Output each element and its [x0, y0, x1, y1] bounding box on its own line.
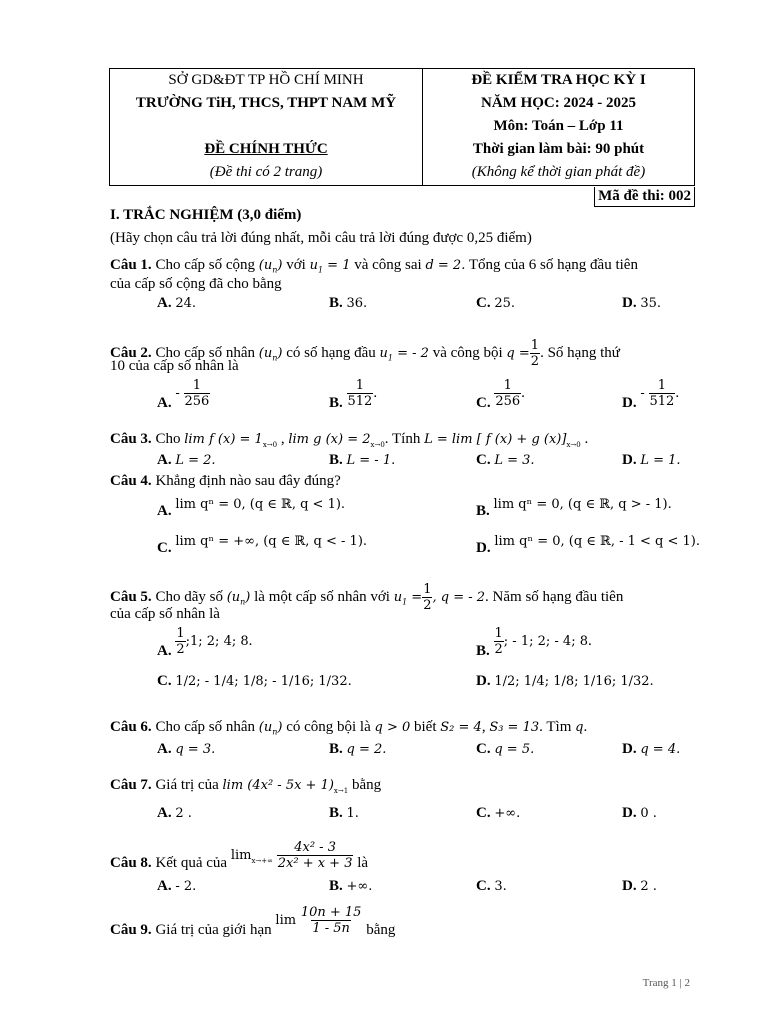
question-9: Câu 9. Giá trị của giới hạn lim $\frac{10n + 15}{1 - 5n}$ bằng — [110, 905, 396, 938]
department-name: SỞ GD&ĐT TP HỒ CHÍ MINH — [168, 72, 364, 88]
q1-option-b[interactable]: B. 36. — [329, 295, 368, 311]
question-1-line2: của cấp số cộng đã cho bằng — [110, 276, 282, 292]
question-2-line2: 10 của cấp số nhân là — [110, 358, 239, 374]
question-6: Câu 6. Cho cấp số nhân $(u_n)$ có công bội là q > 0 biết S₂ = 4, S₃ = 13. Tìm q. — [110, 719, 588, 737]
q4-option-a[interactable]: A. lim qⁿ = 0, (q ∈ ℝ, q < 1). — [157, 497, 346, 519]
q8-option-c[interactable]: C. 3. — [476, 878, 507, 894]
q6-option-d[interactable]: D. q = 4. — [622, 741, 681, 757]
header-right — [423, 69, 694, 185]
q1-option-d[interactable]: D. 35. — [622, 295, 662, 311]
q2-option-c[interactable]: C. $\frac{1}{256}$ . — [476, 378, 525, 411]
page-number: Trang 1 | 2 — [642, 977, 690, 989]
school-name: TRƯỜNG TiH, THCS, THPT NAM MỸ — [135, 95, 397, 111]
q3-option-a[interactable]: A. L = 2. — [157, 452, 216, 468]
header-table — [109, 68, 695, 186]
question-4: Câu 4. Khẳng định nào sau đây đúng? — [110, 473, 341, 489]
q5-option-b[interactable]: B. $\frac{1}{2}$ ; - 1; 2; - 4; 8. — [476, 626, 592, 659]
q4-option-c[interactable]: C. lim qⁿ = +∞, (q ∈ ℝ, q < - 1). — [157, 534, 368, 556]
q6-option-c[interactable]: C. q = 5. — [476, 741, 535, 757]
q3-option-b[interactable]: B. L = - 1. — [329, 452, 396, 468]
q7-option-c[interactable]: C. +∞. — [476, 805, 521, 821]
exam-title: ĐỀ KIỂM TRA HỌC KỲ I — [471, 72, 646, 88]
question-5: Câu 5. Cho dãy số $(u_n)$ là một cấp số nhân với $u_1$ = $\frac{1}{2}$ , q = - 2. Năm số hạng đầu tiên — [110, 582, 624, 613]
q8-option-a[interactable]: A. - 2. — [157, 878, 197, 894]
question-2: Câu 2. Cho cấp số nhân $(u_n)$ có số hạng đầu $u_1$ = - 2 và công bội q = $\frac{1}{2}$ . Số hạng thứ — [110, 338, 620, 369]
q5-option-c[interactable]: C. 1/2; - 1/4; 1/8; - 1/16; 1/32. — [157, 673, 352, 689]
q3-option-c[interactable]: C. L = 3. — [476, 452, 535, 468]
q7-option-a[interactable]: A. 2 . — [157, 805, 192, 821]
q7-option-b[interactable]: B. 1. — [329, 805, 359, 821]
q8-option-b[interactable]: B. +∞. — [329, 878, 373, 894]
school-year: NĂM HỌC: 2024 - 2025 — [481, 95, 636, 111]
q7-option-d[interactable]: D. 0 . — [622, 805, 657, 821]
section-instruction: (Hãy chọn câu trả lời đúng nhất, mỗi câu trả lời đúng được 0,25 điểm) — [110, 230, 532, 246]
q4-option-b[interactable]: B. lim qⁿ = 0, (q ∈ ℝ, q > - 1). — [476, 497, 672, 519]
section-title: I. TRẮC NGHIỆM (3,0 điểm) — [110, 207, 302, 223]
q6-option-b[interactable]: B. q = 2. — [329, 741, 387, 757]
q2-option-a[interactable]: A. - $\frac{1}{256}$ — [157, 378, 210, 411]
q3-option-d[interactable]: D. L = 1. — [622, 452, 681, 468]
official-exam-label: ĐỀ CHÍNH THỨC — [204, 141, 328, 157]
header-left — [110, 69, 423, 185]
exam-code: Mã đề thi: 002 — [594, 187, 695, 207]
question-7: Câu 7. Giá trị của $\lim (4x^2 - 5x + 1)_{x\to 1}$ bằng — [110, 777, 382, 795]
q8-option-d[interactable]: D. 2 . — [622, 878, 657, 894]
question-8: Câu 8. Kết quả của $\lim_{x\to+\infty}$ $\frac{\text{4x² - 3}}{\text{2x² + x + 3}}$ là — [110, 840, 369, 871]
q5-option-a[interactable]: A. $\frac{1}{2}$ ;1; 2; 4; 8. — [157, 626, 253, 659]
q2-option-b[interactable]: B. $\frac{1}{512}$ . — [329, 378, 378, 411]
question-5-line2: của cấp số nhân là — [110, 606, 220, 622]
q5-option-d[interactable]: D. 1/2; 1/4; 1/8; 1/16; 1/32. — [476, 673, 654, 689]
question-3: Câu 3. Cho lim f $(x) = 1_{x\to 0}$ , lim g $(x) = 2_{x\to 0}$. Tính L = lim [ f (x) + g $(x)]_{x\to 0}$ . — [110, 431, 589, 449]
duration-note: (Không kể thời gian phát đề) — [471, 164, 646, 180]
q2-option-d[interactable]: D. - $\frac{1}{512}$ . — [622, 378, 680, 411]
q1-option-c[interactable]: C. 25. — [476, 295, 516, 311]
page-count-note: (Đề thi có 2 trang) — [209, 164, 323, 180]
q4-option-d[interactable]: D. lim qⁿ = 0, (q ∈ ℝ, - 1 < q < 1). — [476, 534, 701, 556]
q1-option-a[interactable]: A. 24. — [157, 295, 197, 311]
question-1: Câu 1. Cho cấp số cộng $(u_n)$ với $u_1 = 1$ và công sai d = 2. Tổng của 6 số hạng đầu tiên — [110, 257, 638, 275]
subject: Môn: Toán – Lớp 11 — [493, 118, 624, 134]
duration: Thời gian làm bài: 90 phút — [472, 141, 645, 157]
q6-option-a[interactable]: A. q = 3. — [157, 741, 216, 757]
